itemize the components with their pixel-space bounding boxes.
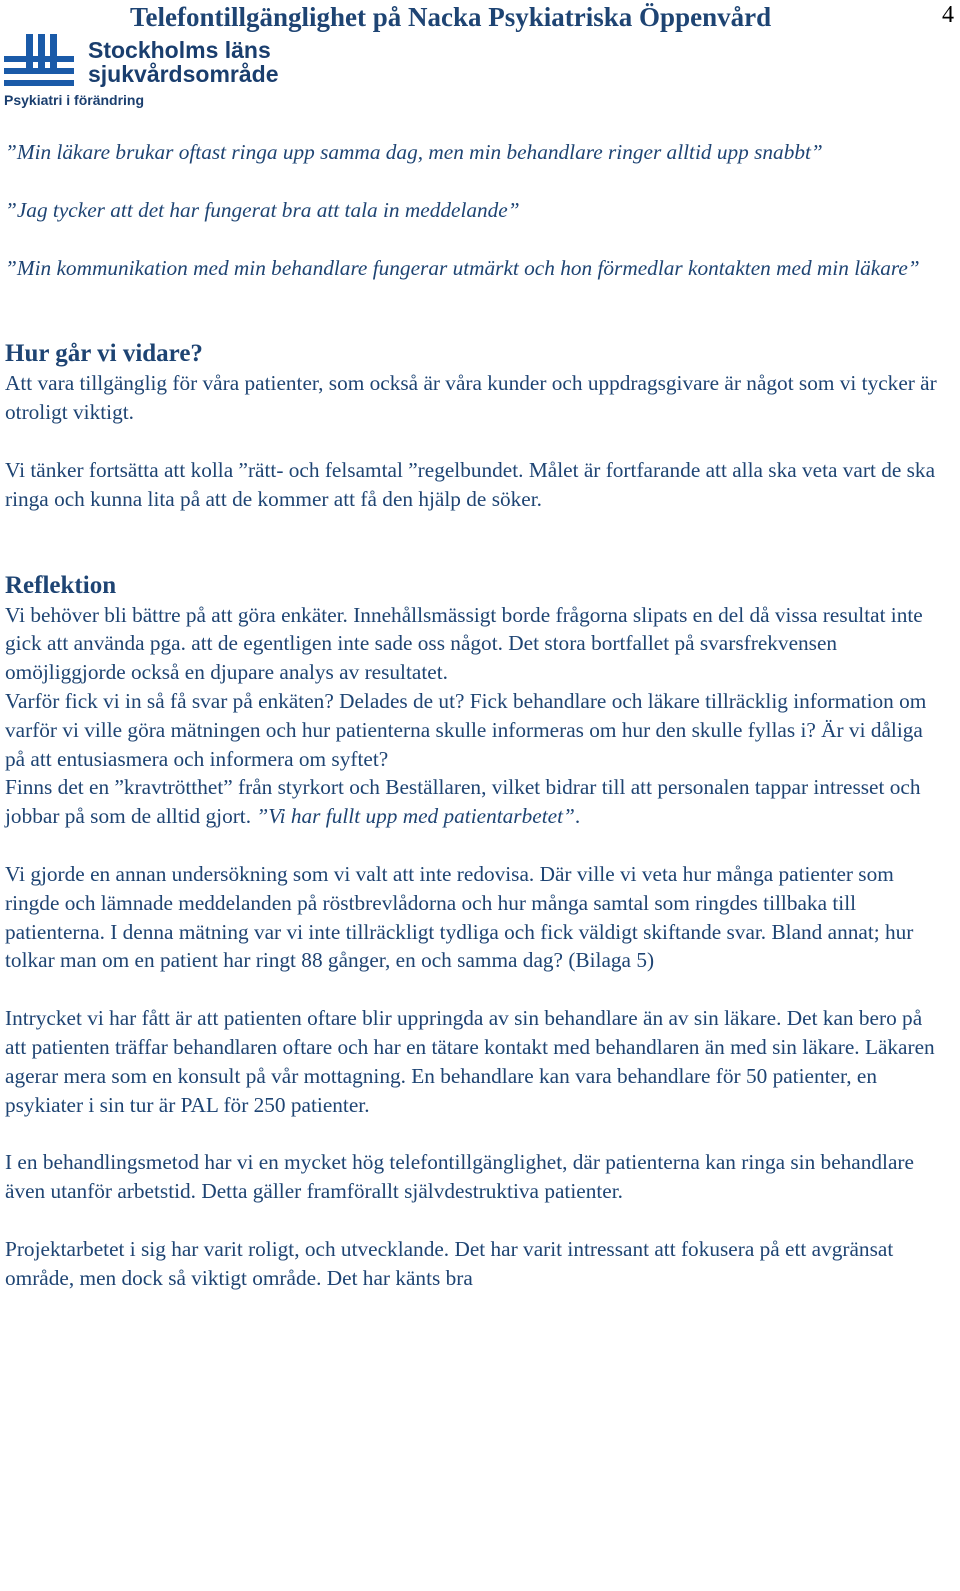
quote-1: ”Min läkare brukar oftast ringa upp samma dag, men min behandlare ringer alltid upp snabbt” <box>5 140 823 164</box>
paragraph: Vi tänker fortsätta att kolla ”rätt- och felsamtal ”regelbundet. Målet är fortfarande att alla ska veta vart de ska ringa och kunna lita på att de kommer att få den hjälp de söker. <box>5 457 936 511</box>
paragraph: Att vara tillgänglig för våra patienter, som också är våra kunder och uppdragsgivare är något som vi tycker är otroligt viktigt. <box>5 371 937 425</box>
organization-logo <box>4 30 314 114</box>
logo-line-2: sjukvårdsområde <box>88 61 279 87</box>
paragraph: I en behandlingsmetod har vi en mycket hög telefontillgänglighet, där patienterna kan ringa sin behandlare även utanför arbetstid. Detta gäller framförallt självdestruktiva patienter. <box>5 1150 914 1204</box>
paragraph: Vi behöver bli bättre på att göra enkäter. Innehållsmässigt borde frågorna slipats en del då vissa resultat inte gick att använda pga. att de egentligen inte sade oss något. Det stora bortfallet på svarsfrekvensen omöjliggjorde också en djupare analys av resultatet. <box>5 602 923 685</box>
quote-2: ”Jag tycker att det har fungerat bra att tala in meddelande” <box>5 197 520 222</box>
logo-wordmark <box>88 38 278 86</box>
section-heading-next-steps: Hur går vi vidare? <box>5 340 203 368</box>
page-number: 4 <box>942 2 954 28</box>
paragraph-text: Finns det en ”kravtrötthet” från styrkort och Beställaren, vilket bidrar till att personalen tappar intresset och jobbar på som de alltid gjort. <box>5 775 921 829</box>
paragraph: Varför fick vi in så få svar på enkäten? Delades de ut? Fick behandlare och läkare tillräcklig information om varför vi ville göra mätningen och hur patienterna skulle informeras om hur den skulle fyllas i? Är vi dåliga på att entusiasmera och informera om syftet? <box>5 688 927 771</box>
paragraph: Vi gjorde en annan undersökning som vi valt att inte redovisa. Där ville vi veta hur många patienter som ringde och lämnade meddelanden på röstbrevlådorna och hur många samtal som ringdes tillbaka till patienterna. I denna mätning var vi inte tillräckligt tydliga och fick väldigt skiftande svar. Bland annat; hur tolkar man om en patient har ringt 88 gånger, en och samma dag? (Bilaga 5) <box>5 861 914 973</box>
document-body <box>5 138 945 1293</box>
page-header-title: Telefontillgänglighet på Nacka Psykiatriska Öppenvård <box>130 2 772 32</box>
paragraph: Projektarbetet i sig har varit roligt, och utvecklande. Det har varit intressant att fokusera på ett avgränsat område, men dock så viktigt område. Det har känts bra <box>5 1236 894 1290</box>
logo-line-1: Stockholms läns <box>88 37 271 63</box>
paragraph <box>5 773 945 831</box>
paragraph-end: . <box>574 804 581 829</box>
italic-quote: ”Vi har fullt upp med patientarbetet” <box>256 804 575 829</box>
quote-3: ”Min kommunikation med min behandlare fungerar utmärkt och hon förmedlar kontakten med min läkare” <box>5 255 920 280</box>
logo-mark-icon <box>4 34 84 90</box>
section-heading-reflection: Reflektion <box>5 571 117 599</box>
logo-tagline: Psykiatri i förändring <box>4 92 145 108</box>
paragraph: Intrycket vi har fått är att patienten oftare blir uppringda av sin behandlare än av sin läkare. Det kan bero på att patienten träffar behandlaren oftare och har en tätare kontakt med behandlaren än med sin läkare. Läkaren agerar mera som en konsult på vår mottagning. En behandlare kan vara behandlare för 50 patienter, en psykiater i sin tur är PAL för 250 patienter. <box>5 1006 935 1117</box>
